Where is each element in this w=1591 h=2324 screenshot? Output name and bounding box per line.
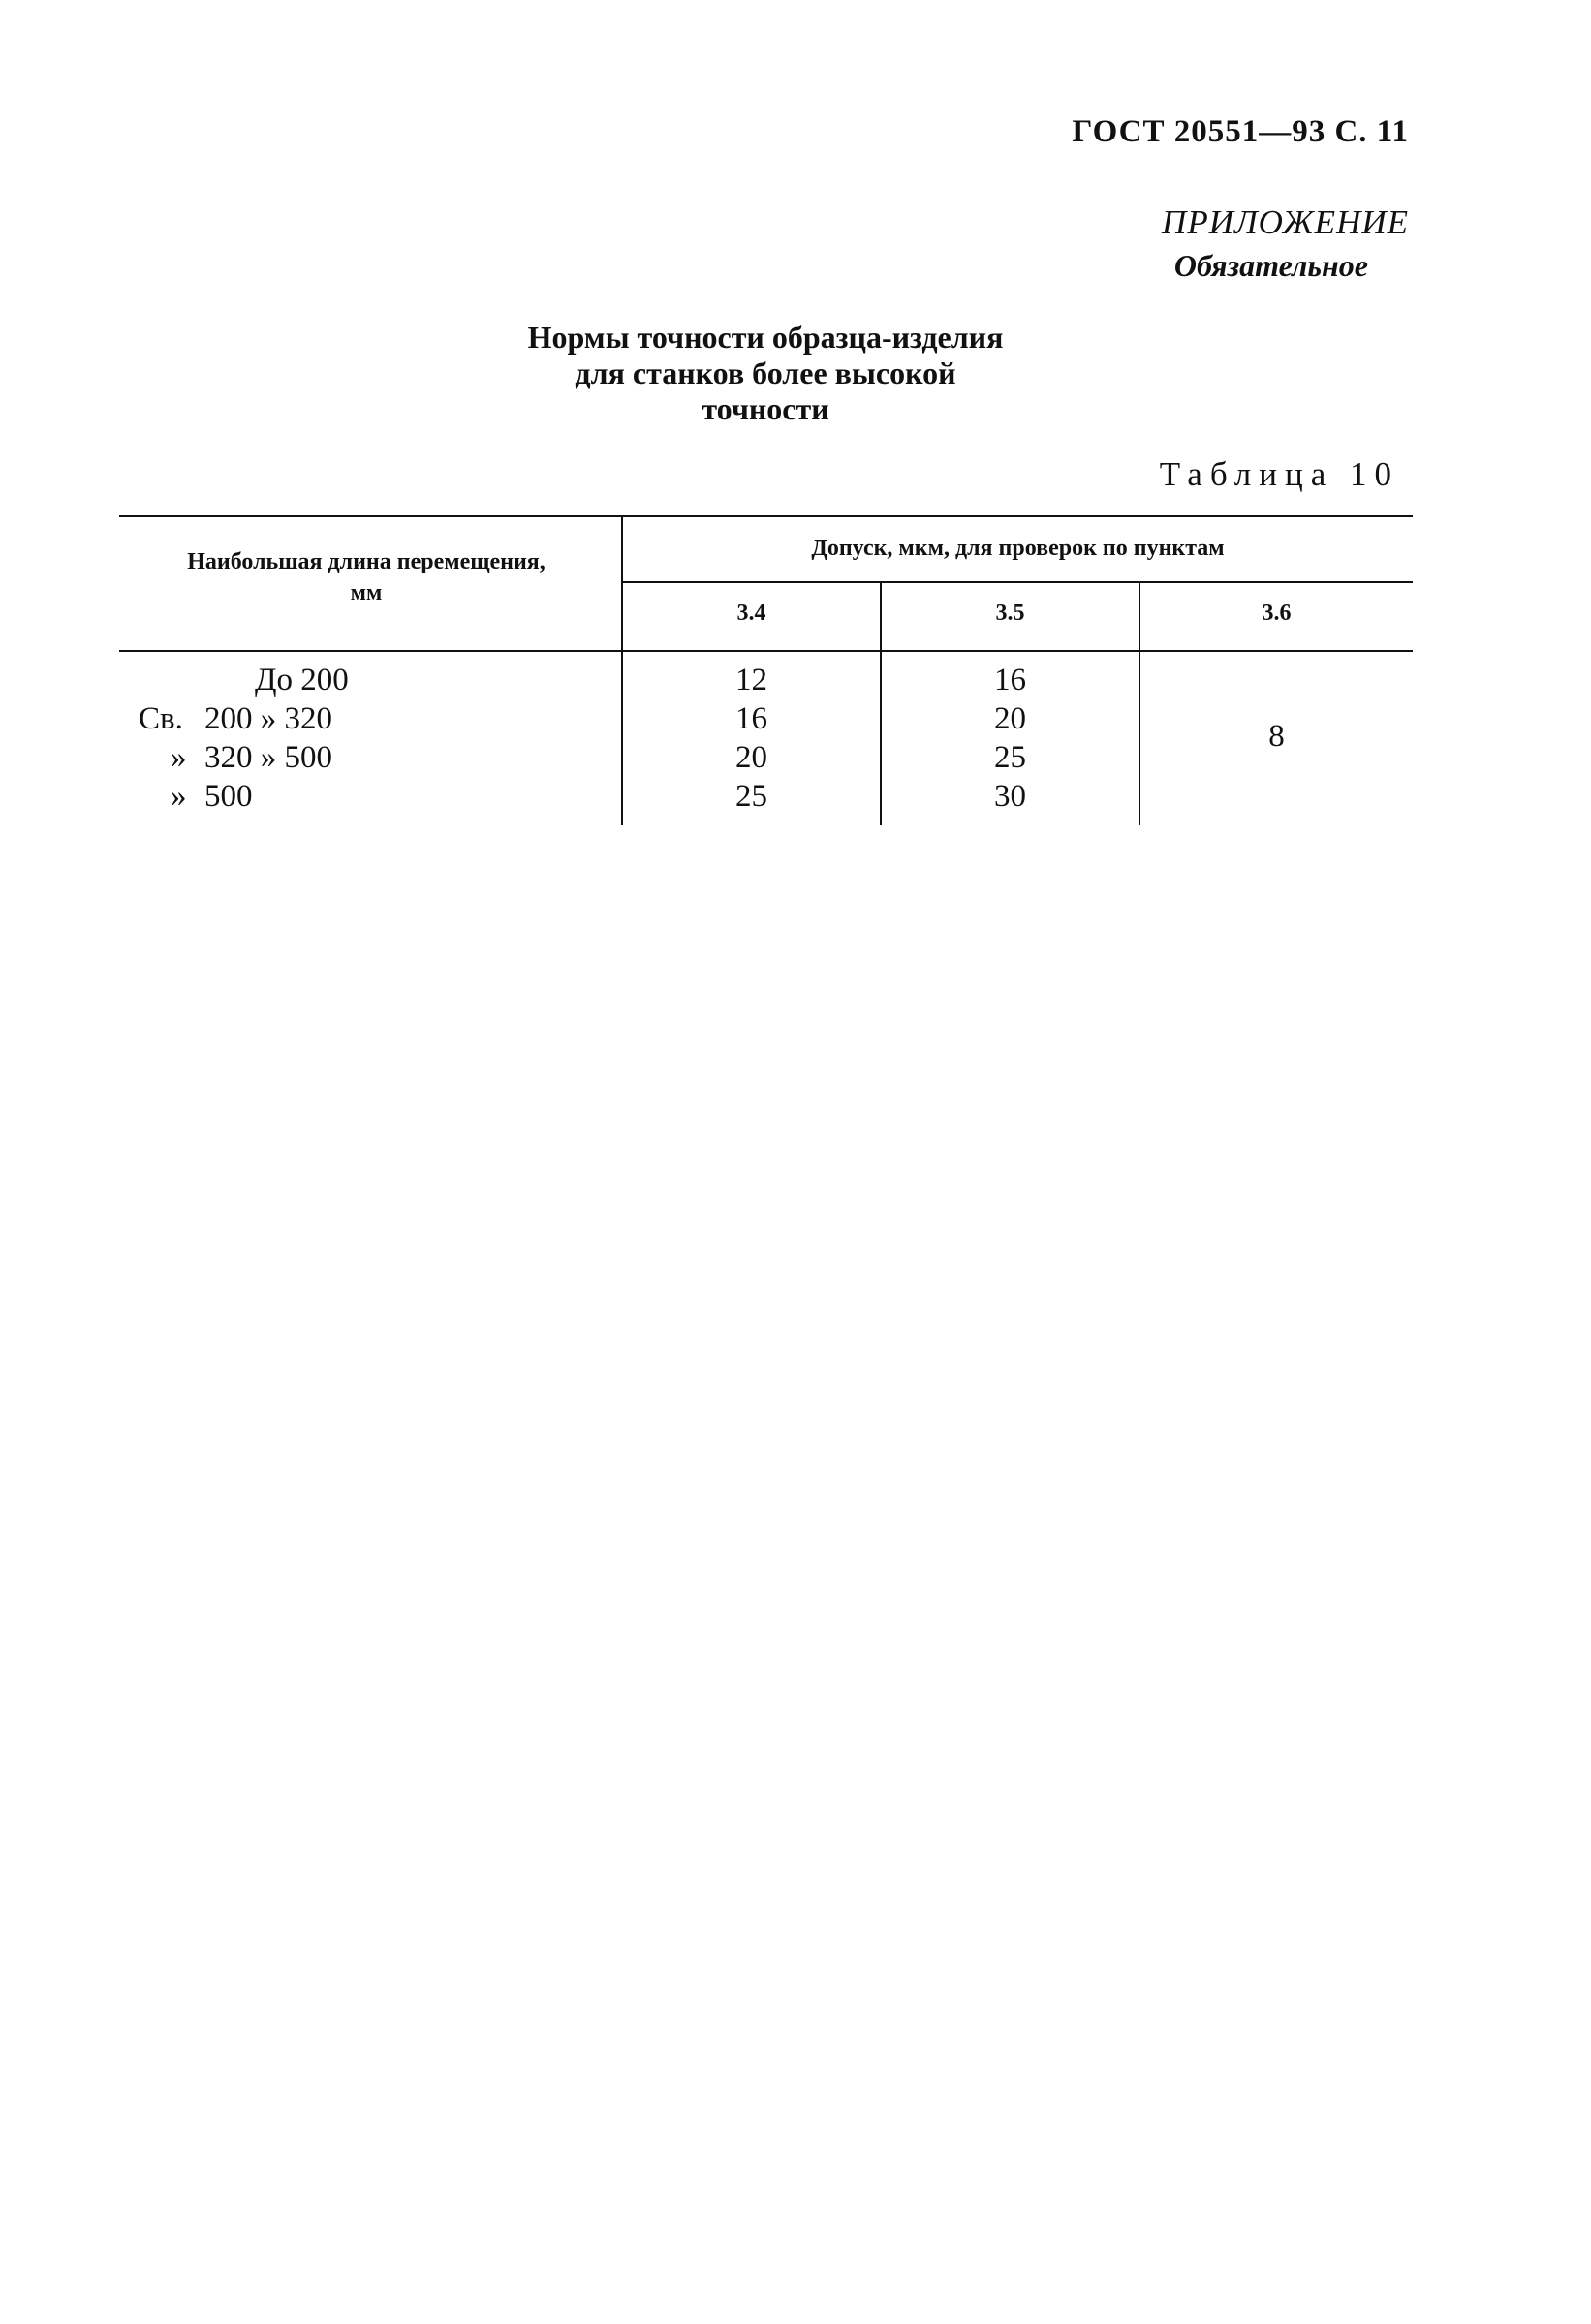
- table-label: Таблица 10: [1159, 455, 1399, 493]
- column-header-tolerance: Допуск, мкм, для проверок по пунктам: [811, 536, 1225, 561]
- cell-value: 20: [735, 740, 767, 775]
- page-header: ГОСТ 20551—93 С. 11: [1072, 114, 1409, 149]
- cell-value: 30: [994, 779, 1026, 814]
- table-header-bottom-rule: [119, 650, 1413, 652]
- row-length-label: 500: [204, 779, 253, 814]
- row-length-label: 320 » 500: [204, 740, 332, 775]
- sub-header-3-6: 3.6: [1262, 601, 1292, 626]
- appendix-title: ПРИЛОЖЕНИЕ: [1162, 203, 1409, 241]
- column-header-length: Наибольшая длина перемещения, мм: [187, 549, 546, 605]
- row-prefix: »: [171, 740, 187, 775]
- document-title-line: точности: [702, 391, 829, 426]
- table-subheader-rule: [621, 581, 1413, 583]
- row-prefix: »: [171, 779, 187, 814]
- document-title: [465, 320, 1066, 427]
- cell-value: 16: [994, 663, 1026, 697]
- sub-header-3-5: 3.5: [995, 601, 1025, 626]
- tolerance-table: [119, 515, 1413, 825]
- cell-value: 25: [994, 740, 1026, 775]
- cell-value: 16: [735, 701, 767, 736]
- document-title-line: Нормы точности образца-изделия: [527, 320, 1004, 355]
- row-length-label: До 200: [255, 663, 349, 697]
- cell-value: 25: [735, 779, 767, 814]
- row-length-label: 200 » 320: [204, 701, 332, 736]
- document-title-line: для станков более высокой: [575, 356, 956, 390]
- cell-value: 20: [994, 701, 1026, 736]
- row-prefix: Св.: [139, 701, 183, 736]
- table-top-rule: [119, 515, 1413, 517]
- sub-header-3-4: 3.4: [736, 601, 766, 626]
- appendix-type: Обязательное: [1173, 248, 1368, 283]
- merged-cell-3-6: 8: [1268, 719, 1285, 754]
- cell-value: 12: [735, 663, 767, 697]
- appendix-block: [1162, 201, 1409, 287]
